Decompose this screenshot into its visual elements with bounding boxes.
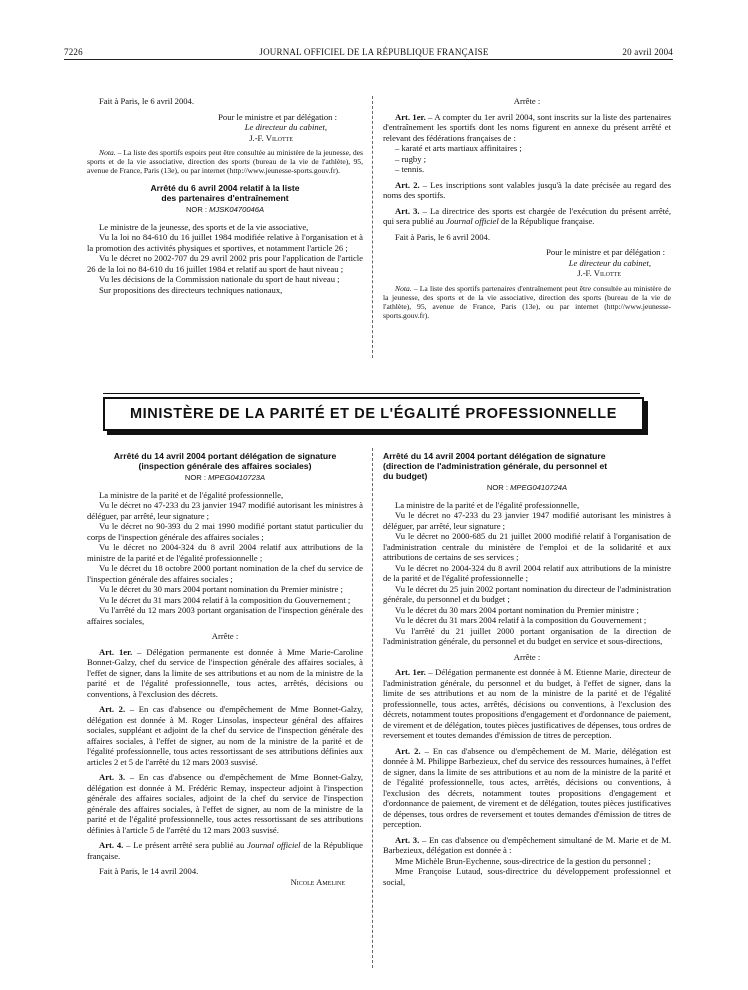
nor-label: NOR :: [184, 473, 206, 482]
nota-label: Nota.: [99, 148, 116, 157]
paragraph: Vu le décret no 2000-685 du 21 juillet 2000 modifié relatif à l'organisation de l'administration centrale du ministère de l'emploi et de la solidarité et aux attributions de certains de ses services ;: [383, 531, 671, 562]
signature-line-2: Le directeur du cabinet,: [568, 257, 651, 268]
list-item: – karaté et arts martiaux affinitaires ;: [395, 143, 522, 153]
paragraph: Vu le décret du 30 mars 2004 portant nomination du Premier ministre ;: [395, 604, 639, 615]
article-label: Art. 4.: [99, 840, 124, 850]
paragraph: Vu le décret no 2004-324 du 8 avril 2004 relatif aux attributions de la ministre de la parité et de l'égalité professionnelle ;: [87, 542, 363, 563]
nota-text: – La liste des sportifs partenaires d'entraînement peut être consultée au ministère de la jeunesse, des sports et de la vie associative, direction des sports (bureau de la vie de l'athlète), 95, avenue de France, Paris (13e), ou par internet (http://www.jeunesse-sports.gouv.fr).: [383, 283, 671, 320]
column-separator-bottom: [372, 448, 373, 968]
article-1: [383, 667, 671, 741]
article-label: Art. 1er.: [99, 646, 133, 657]
journal-name: Journal officiel: [247, 840, 301, 850]
nor-reference: [87, 473, 363, 484]
signature-line-1: Pour le ministre et par délégation :: [218, 111, 337, 122]
paragraph: Vu le décret no 90-393 du 2 mai 1990 modifié portant statut particulier du corps de l'inspection générale des affaires sociales ;: [87, 521, 363, 542]
article-label: Art. 3.: [395, 834, 420, 845]
paragraph: La ministre de la parité et de l'égalité professionnelle,: [99, 489, 284, 500]
nor-label: NOR :: [185, 205, 208, 214]
article-text: – Délégation permanente est donnée à Mme Marie-Caroline Bonnet-Galzy, chef du service de l'inspection générale des affaires sociales, à l'effet de signer, dans la limite de ses attributions et au nom de la ministre de la parité et de l'égalité professionnelle, tous actes, arrêtés, décisions ou conventions, à l'exclusion des décrets.: [87, 646, 364, 699]
column-separator-top: [372, 96, 373, 358]
signature-line-2: Le directeur du cabinet,: [244, 122, 327, 132]
article-label: Art. 3.: [395, 205, 420, 216]
paragraph: Vu le décret no 47-233 du 23 janvier 1947 modifié autorisant les ministres à déléguer, par arrêté, leur signature ;: [383, 510, 671, 531]
paragraph: Vu le décret no 2002-707 du 29 avril 2002 pris pour l'application de l'article 26 de la loi no 84-610 du 16 juillet 1984 et relatif au sport de haut niveau ;: [87, 253, 363, 274]
bottom-right-column: [383, 451, 671, 887]
signature-name: J.-F. Vilotte: [577, 268, 621, 278]
article-3: [383, 835, 671, 856]
article-1: [87, 647, 363, 700]
ministry-banner: MINISTÈRE DE LA PARITÉ ET DE L'ÉGALITÉ PROFESSIONNELLE: [103, 397, 644, 431]
article-label: Art. 1er.: [395, 667, 426, 677]
article-label: Art. 2.: [395, 179, 420, 190]
decree-title-line-1: Arrêté du 14 avril 2004 portant délégation de signature: [113, 451, 337, 461]
paragraph: Sur propositions des directeurs techniques nationaux,: [99, 284, 283, 295]
paragraph: Vu le décret no 2004-324 du 8 avril 2004 relatif aux attributions de la ministre de la parité et de l'égalité professionnelle ;: [383, 562, 671, 583]
decree-title-line-3: du budget): [383, 471, 428, 481]
header-rule: [64, 59, 673, 60]
article-4: [87, 840, 363, 861]
paragraph: Vu les décisions de la Commission nationale du sport de haut niveau ;: [99, 274, 340, 284]
paragraph: Vu l'arrêté du 21 juillet 2000 portant organisation de la direction de l'administration générale, du personnel et du budget en service et sous-directions,: [383, 625, 671, 646]
journal-title: JOURNAL OFFICIEL DE LA RÉPUBLIQUE FRANÇAISE: [259, 47, 489, 57]
banner-top-rule: [103, 393, 640, 394]
article-text: – Délégation permanente est donnée à M. Etienne Marie, directeur de l'administration générale, du personnel et du budget, à l'effet de signer, dans la limite de ses attributions et au nom de la ministre de la parité et de l'égalité professionnelle, tous actes, arrêtés, décisions ou conventions, à l'exclusion des décrets, notamment toutes propositions d'engagement et d'ordonnance de paiement, de virement et de délégation, toutes pièces justificatives de dépenses, tous ordres de reversement et toutes demandes d'émission de titres de perception.: [383, 667, 671, 740]
top-right-column: [383, 96, 671, 320]
nor-reference: [87, 205, 363, 216]
decree-title-line-2: des partenaires d'entraînement: [161, 193, 289, 203]
arrete-heading: Arrête :: [513, 651, 541, 662]
signature-name: J.-F. Vilotte: [249, 132, 293, 143]
list-item: – rugby ;: [395, 153, 427, 164]
arrete-heading: Arrête :: [211, 631, 239, 641]
paragraph: Vu le décret du 31 mars 2004 relatif à la composition du Gouvernement ;: [99, 594, 351, 605]
article-3: [383, 206, 671, 227]
article-text: de la République française.: [498, 216, 595, 226]
article-text: – A compter du 1er avril 2004, sont inscrits sur la liste des partenaires d'entraînement les sportifs dont les noms figurent en annexe du présent arrêté et relevant des fédérations françaises de :: [383, 111, 671, 143]
article-label: Art. 1er.: [395, 111, 426, 122]
decree-title-line-1: Arrêté du 6 avril 2004 relatif à la liste: [150, 183, 300, 193]
nor-code: MJSK0470046A: [209, 205, 265, 214]
article-text: – En cas d'absence ou d'empêchement de Mme Bonnet-Galzy, délégation est donnée à M. Frédéric Remay, inspecteur adjoint à l'inspection générale des affaires sociales, adjoint de la chef du service de l'inspection générale des affaires sociales, à l'effet de signer, au nom de la ministre de la parité et de l'égalité professionnelle, tous actes ressortissant de ses attributions définies à l'article 5 de l'arrêté du 12 mars 2003 susvisé.: [87, 772, 363, 835]
article-3: [87, 772, 363, 835]
nor-code: MPEG0410724A: [510, 483, 568, 492]
article-text: – La directrice des sports est chargée de l'exécution du présent arrêté, qui sera publié au: [383, 205, 671, 226]
article-text: – En cas d'absence ou d'empêchement de Mme Bonnet-Galzy, délégation est donnée à M. Roger Linsolas, inspecteur général des affaires sociales, suppléant et adjoint de la chef du service de l'inspection générale des affaires sociales, à l'effet de signer, au nom de la ministre de la parité et de l'égalité professionnelle, tous actes ressortissant de ses attributions définies aux articles 2 et 5 de l'arrêté du 12 mars 2003 susvisé.: [87, 704, 363, 767]
nor-code: MPEG0410723A: [208, 473, 266, 482]
paragraph: Vu le décret du 30 mars 2004 portant nomination du Premier ministre ;: [99, 584, 343, 594]
article-text: – En cas d'absence ou d'empêchement simultané de M. Marie et de M. Barbezieux, délégation est donnée à :: [383, 834, 671, 855]
page-number: 7226: [64, 47, 83, 57]
done-at: Fait à Paris, le 6 avril 2004.: [395, 231, 490, 242]
list-item: – tennis.: [395, 164, 425, 174]
nor-reference: [383, 483, 671, 494]
article-1: [383, 112, 671, 144]
done-at: Fait à Paris, le 6 avril 2004.: [99, 96, 194, 106]
paragraph: La ministre de la parité et de l'égalité professionnelle,: [395, 499, 580, 510]
paragraph: Vu le décret du 25 juin 2002 portant nomination du directeur de l'administration générale, du personnel et du budget ;: [383, 583, 671, 604]
paragraph: Le ministre de la jeunesse, des sports et de la vie associative,: [99, 221, 309, 232]
done-at: Fait à Paris, le 14 avril 2004.: [99, 866, 199, 876]
article-text: de la République française.: [87, 840, 363, 861]
signature-name: Nicole Ameline: [290, 876, 345, 887]
article-label: Art. 3.: [99, 772, 126, 782]
decree-title-line-2: (direction de l'administration générale, du personnel et: [383, 461, 608, 471]
article-text: – Les inscriptions sont valables jusqu'à la date précisée au regard des noms des sportifs.: [383, 179, 672, 200]
journal-name: Journal officiel: [446, 216, 499, 226]
article-text: – En cas d'absence ou d'empêchement de M. Marie, délégation est donnée à M. Philippe Barbezieux, chef du service des ressources humaines, à l'effet de signer, dans la limite de ses attributions et au nom de la ministre de la parité et de l'égalité professionnelle, tous actes, arrêtés, décisions ou conventions, à l'exclusion des décrets, notamment toutes propositions d'engagement et d'ordonnance de paiement, de virement et de délégation, toutes pièces justificatives de dépenses, tous ordres de reversement et toutes demandes d'émission de titres de perception.: [383, 745, 671, 829]
nota: [383, 284, 671, 320]
decree-title-line-2: (inspection générale des affaires sociales): [138, 461, 312, 471]
paragraph: Vu la loi no 84-610 du 16 juillet 1984 modifiée relative à l'organisation et à la promotion des activités physiques et sportives, et notamment l'article 26 ;: [87, 232, 363, 253]
nor-label: NOR :: [486, 483, 508, 492]
nota-label: Nota.: [395, 283, 412, 293]
paragraph: Vu le décret du 18 octobre 2000 portant nomination de la chef du service de l'inspection générale des affaires sociales ;: [87, 563, 363, 584]
article-text: – Le présent arrêté sera publié au: [123, 840, 248, 850]
nota: [87, 148, 363, 175]
arrete-heading: Arrête :: [513, 96, 541, 106]
list-item: Mme Françoise Lutaud, sous-directrice du développement professionnel et social,: [383, 866, 671, 887]
article-2: [87, 704, 363, 767]
article-2: [383, 746, 671, 830]
article-label: Art. 2.: [99, 704, 126, 714]
paragraph: Vu le décret du 31 mars 2004 relatif à la composition du Gouvernement ;: [395, 615, 647, 625]
nota-text: – La liste des sportifs espoirs peut être consultée au ministère de la jeunesse, des sports et de la vie associative, direction des sports (bureau de la vie de l'athlète), 95, avenue de France, Paris (13e), ou par internet (http://www.jeunesse-sports.gouv.fr).: [87, 148, 363, 175]
decree-title-line-1: Arrêté du 14 avril 2004 portant délégation de signature: [383, 451, 606, 461]
article-2: [383, 180, 671, 201]
signature-line-1: Pour le ministre et par délégation :: [546, 247, 665, 257]
paragraph: Vu le décret no 47-233 du 23 janvier 1947 modifié autorisant les ministres à déléguer, par arrêté, leur signature ;: [87, 500, 363, 521]
paragraph: Vu l'arrêté du 12 mars 2003 portant organisation de l'inspection générale des affaires sociales,: [87, 605, 363, 626]
list-item: Mme Michèle Brun-Eychenne, sous-directrice de la gestion du personnel ;: [395, 855, 651, 866]
top-left-column: [87, 96, 363, 295]
article-label: Art. 2.: [395, 745, 421, 756]
bottom-left-column: [87, 451, 363, 887]
issue-date: 20 avril 2004: [622, 47, 673, 57]
